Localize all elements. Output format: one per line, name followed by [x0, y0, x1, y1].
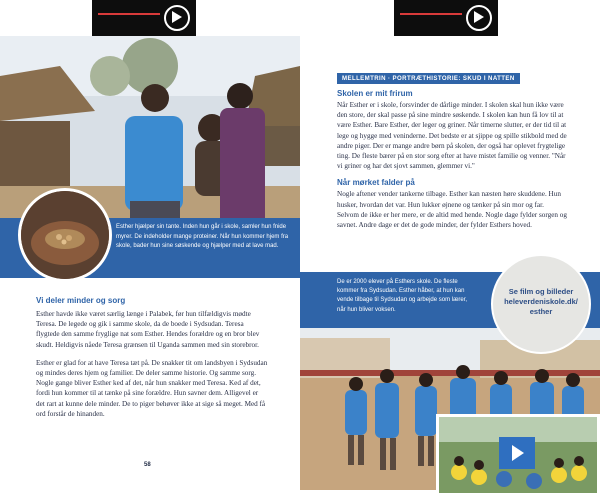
paragraph: Esther havde ikke været særlig længe i Palabek, før hun tilfældigvis mødte Teresa. De legede og gik i samme skole, da de boede i Sydsudan. Teresa flygtede den samme fryglige nat som Esther. Hendes forældre og en bror blev skudt. Heldigvis nåede Teresa grænsen til Uganda sammen med sin storebror.	[36, 310, 260, 349]
right-page	[300, 36, 600, 490]
badge-url[interactable]: heleverdeniskole.dk/	[504, 297, 578, 306]
left-page	[0, 36, 300, 490]
page-number: 58	[144, 462, 151, 468]
photo-caption: Esther hjælper sin tante. Inden hun går i skole, samler hun fnide myrer. De indeholder mange proteiner. Når hun kommer hjem fra skole, bader hun sine søskende og hjælper med at lave mad.	[116, 224, 289, 250]
inset-hands-photo	[18, 188, 112, 282]
section-heading: Skolen er mit frirum	[337, 89, 413, 98]
play-icon[interactable]	[499, 437, 535, 469]
film-link-badge[interactable]	[491, 254, 591, 354]
section-heading: Vi deler minder og sorg	[36, 296, 126, 305]
progress-line	[98, 13, 160, 15]
section-tag: MELLEMTRIN · PORTRÆTHISTORIE: SKUD I NATTEN	[337, 73, 520, 84]
section-heading: Når mørket falder på	[337, 178, 415, 188]
paragraph: Esther er glad for at have Teresa tæt på. De snakker tit om landsbyen i Sydsudan og mindes deres hjem og familier. De deler samme historie. Og samme sorg. Nogle gange bliver Esther ked af det, når hun snakker med Teresa. Ked af det, fordi hun kommer til at tænke på sine forældre. Hun savner dem. Alligevel er det rart at kunne dele minder. De to piger behøver ikke at sige så meget. Med få ord forstår de hinanden.	[36, 358, 268, 418]
video-bar-left[interactable]	[92, 0, 196, 36]
progress-line	[400, 13, 462, 15]
play-icon[interactable]	[164, 5, 190, 31]
paragraph: Nogle aftener vender tankerne tilbage. Esther kan næsten høre skuddene. Hun husker, hvordan det var. Hun lukker øjnene og tænker på sin mor og far. Selvom de ikke er her mere, er de altid med hende. Nogle dage fylder sorgen og savnet. Andre dage er det de gode minder, der fylder Esthers hoved.	[337, 190, 567, 230]
video-bar-right[interactable]	[394, 0, 498, 36]
badge-line: Se film og billeder	[508, 287, 574, 296]
play-icon[interactable]	[466, 5, 492, 31]
photo-caption: De er 2000 elever på Esthers skole. De fleste kommer fra Sydsudan. Esther håber, at hun kan vende tilbage til Sydsudan og arbejde som lærer, når hun bliver voksen.	[337, 279, 468, 313]
badge-url-end[interactable]: esther	[529, 307, 553, 316]
video-thumbnail[interactable]	[436, 414, 600, 496]
paragraph: Når Esther er i skole, forsvinder de dårlige minder. I skolen skal hun ikke være den store, der skal passe på sine mindre søskende. I skolen kan hun få lov til at være Esther. Bare Esther, der leger og griner. Når timerne slutter, er der tid til at lege og hygge med veninderne. Det bedste er at sjippe og spille stikbold med de andre piger. Der er mange andre børn på skolen, der også har oplevet frygtelige ting. De fleste bærer på en stor sorg efter at have mistet familie og venner. "Når vi griner og har det sjovt sammen, glemmer vi."	[337, 101, 567, 171]
